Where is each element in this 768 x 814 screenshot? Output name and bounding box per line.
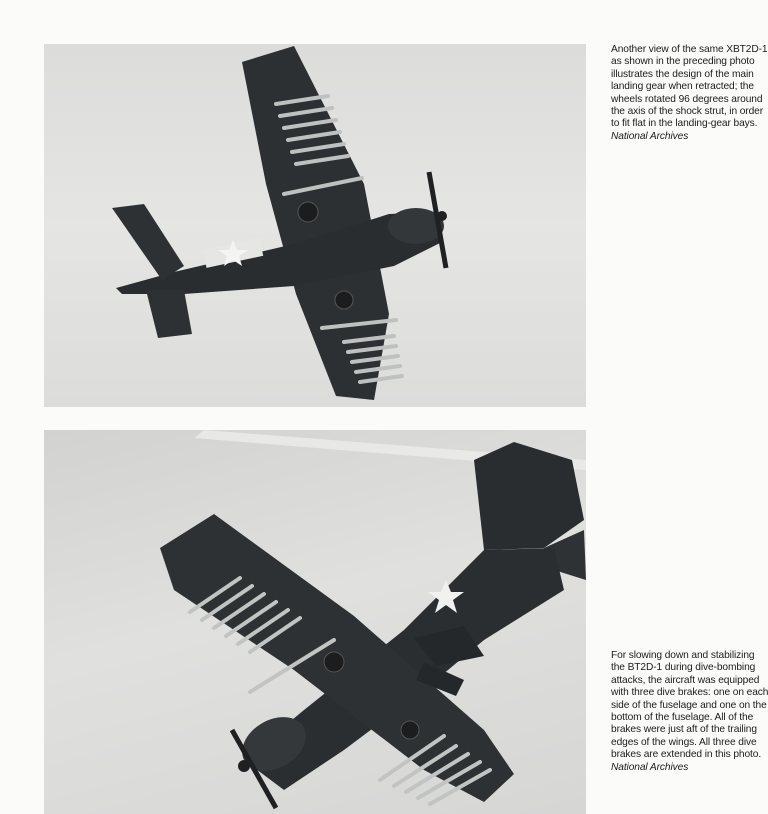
main-wheel — [324, 652, 344, 672]
aircraft-underside-illustration — [44, 44, 586, 407]
caption-top — [611, 44, 768, 143]
caption-text: Another view of the same XBT2D-1 as shown in the preceding photo illustrates the design of the main landing gear when retracted; the wheels rotated 96 degrees around the axis of the shock strut, in order to fit flat in the landing-gear bays. — [611, 44, 768, 130]
spinner — [238, 760, 250, 772]
main-wheel — [298, 202, 318, 222]
caption-bottom — [611, 650, 768, 774]
caption-text: For slowing down and stabilizing the BT2D-1 during dive-bombing attacks, the aircraft was equipped with three dive brakes: one on each side of the fuselage and one on the bottom of the fuselage. All of the brakes were just aft of the trailing edges of the wings. All three dive brakes are extended in this photo. — [611, 650, 768, 761]
photo-credit: National Archives — [611, 761, 689, 773]
tail-fin — [474, 442, 584, 550]
tail-plane-upper — [112, 204, 184, 280]
photo-aircraft-underside — [44, 44, 586, 407]
main-wheel-2 — [401, 721, 419, 739]
photo-aircraft-dive-brakes — [44, 430, 586, 814]
tail-plane-lower — [146, 290, 192, 338]
spinner — [437, 211, 447, 221]
main-wheel-2 — [335, 291, 353, 309]
photo-credit: National Archives — [611, 130, 689, 142]
aircraft-dive-illustration — [44, 430, 586, 814]
